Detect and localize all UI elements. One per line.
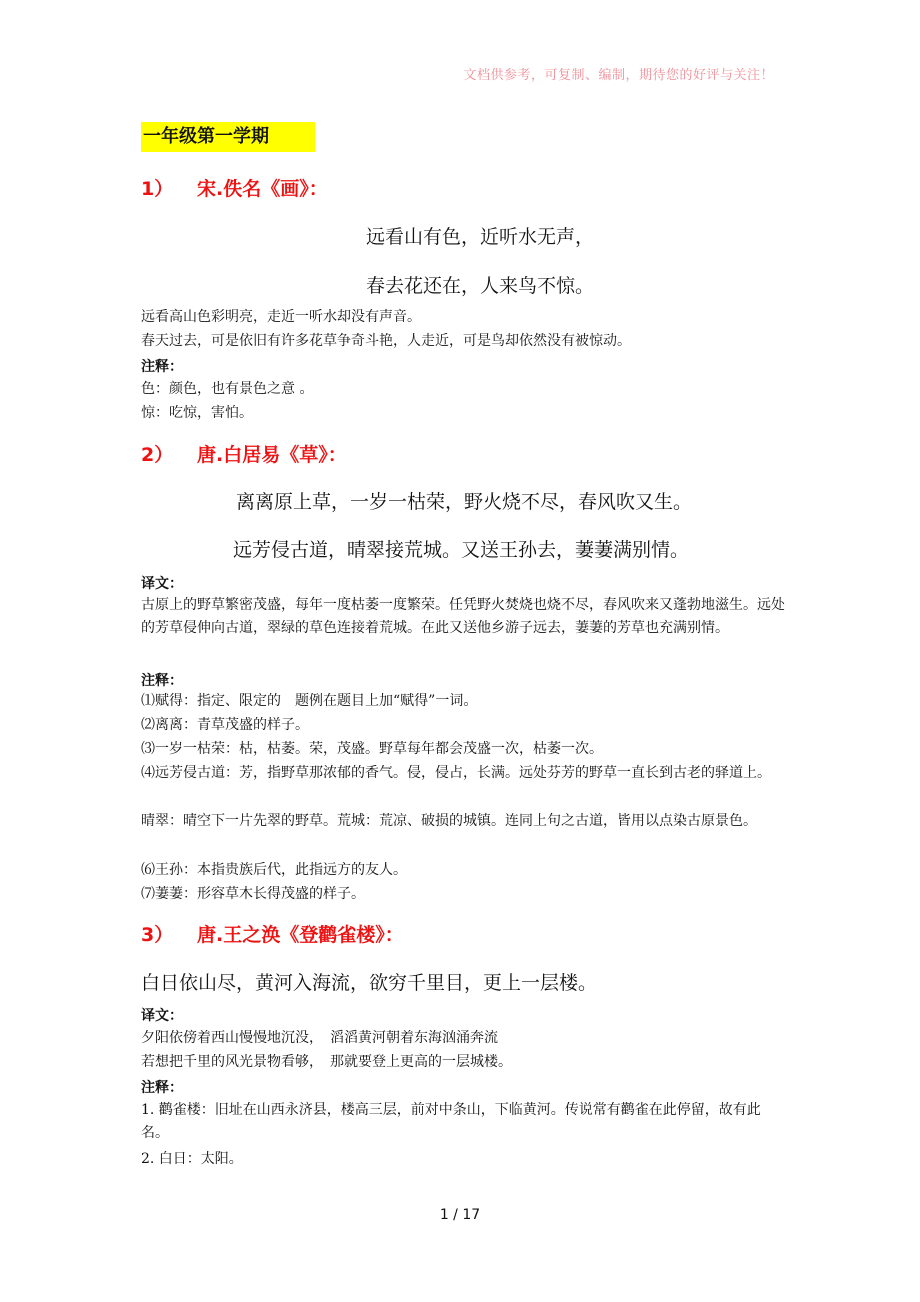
translation-line: 远看高山色彩明亮，走近一听水却没有声音。 <box>141 309 421 325</box>
poem-line: 离离原上草，一岁一枯荣，野火烧不尽，春风吹又生。 <box>236 491 693 513</box>
grade-heading: 一年级第一学期 <box>141 122 315 152</box>
watermark-text: 文档供参考，可复制、编制，期待您的好评与关注！ <box>463 68 774 83</box>
note-item: ⑹王孙：本指贵族后代，此指远方的友人。 <box>141 862 407 878</box>
note-item: 晴翠：晴空下一片先翠的野草。荒城：荒凉、破损的城镇。连同上句之古道，皆用以点染古原景色。 <box>141 813 757 829</box>
note-item: 色：颜色，也有景色之意 。 <box>141 381 314 397</box>
section-2-heading <box>141 440 347 467</box>
translation-paragraph: 古原上的野草繁密茂盛，每年一度枯萎一度繁荣。任凭野火焚烧也烧不尽，春风吹来又蓬勃地滋生。远处的芳草侵伸向古道，翠绿的草色连接着荒城。在此又送他乡游子远去，萋萋的芳草也充满别情。 <box>141 597 785 636</box>
section-title: 唐.王之涣《登鹳雀楼》： <box>197 924 404 946</box>
note-item: ⑺萋萋：形容草木长得茂盛的样子。 <box>141 886 365 902</box>
translation-label: 译文： <box>141 576 183 592</box>
translation-line: 夕阳依傍着西山慢慢地沉没， 滔滔黄河朝着东海汹涌奔流 <box>141 1030 498 1046</box>
translation-line: 春天过去，可是依旧有许多花草争奇斗艳，人走近，可是鸟却依然没有被惊动。 <box>141 333 631 349</box>
section-1-heading <box>141 174 328 201</box>
note-item: ⑷远芳侵古道：芳，指野草那浓郁的香气。侵，侵占，长满。远处芬芳的野草一直长到古老的驿道上。 <box>141 765 771 781</box>
notes-label: 注释： <box>141 673 183 689</box>
notes-label: 注释： <box>141 1080 183 1096</box>
poem-line: 白日依山尽，黄河入海流，欲穷千里目，更上一层楼。 <box>141 972 598 994</box>
note-item: ⑴赋得：指定、限定的 题例在题目上加“赋得”一词。 <box>141 693 478 709</box>
section-title: 宋.佚名《画》： <box>197 178 328 200</box>
section-number: 1） <box>141 178 174 200</box>
note-item: 1. 鹳雀楼：旧址在山西永济县，楼高三层，前对中条山，下临黄河。传说常有鹳雀在此停留，故有此名。 <box>141 1102 761 1141</box>
page-indicator: 1 / 17 <box>439 1207 481 1223</box>
note-item: 2. 白日：太阳。 <box>141 1151 243 1167</box>
poem-line: 春去花还在，人来鸟不惊。 <box>366 275 595 297</box>
section-title: 唐.白居易《草》： <box>197 444 347 466</box>
note-item: ⑵离离：青草茂盛的样子。 <box>141 717 309 733</box>
poem-line: 远芳侵古道，晴翠接荒城。又送王孙去，萋萋满别情。 <box>233 539 690 561</box>
translation-label: 译文： <box>141 1008 183 1024</box>
notes-label: 注释： <box>141 359 183 375</box>
translation-line: 若想把千里的风光景物看够， 那就要登上更高的一层城楼。 <box>141 1054 512 1070</box>
note-item: ⑶一岁一枯荣：枯，枯萎。荣，茂盛。野草每年都会茂盛一次，枯萎一次。 <box>141 741 603 757</box>
section-number: 3） <box>141 924 174 946</box>
poem-line: 远看山有色，近听水无声， <box>366 226 595 248</box>
section-3-heading <box>141 920 404 947</box>
note-item: 惊：吃惊，害怕。 <box>141 405 253 421</box>
section-number: 2） <box>141 444 174 466</box>
